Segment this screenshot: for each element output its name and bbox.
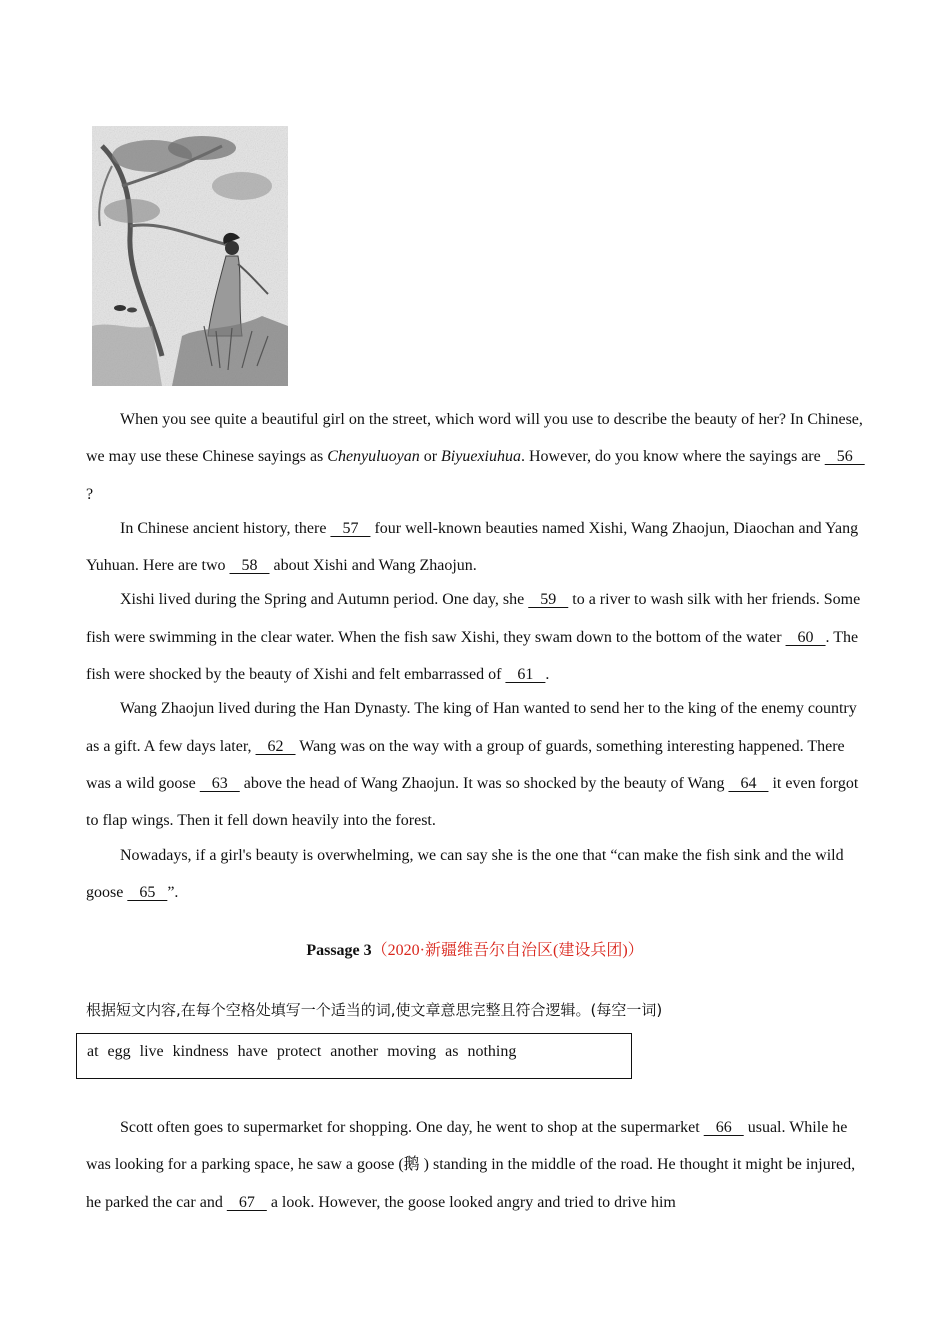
blank-56[interactable]: 56 <box>824 448 865 466</box>
paragraph <box>86 510 866 585</box>
paragraph-text: above the head of Wang Zhaojun. It was so shocked by the beauty of Wang <box>239 774 729 792</box>
italic-term: Biyuexiuhua <box>441 448 521 466</box>
paragraph-text: Wang was on the way with a group of guards, something interesting happened. There was a wild goose <box>86 737 845 792</box>
passage-3-title: Passage 3 <box>306 942 372 959</box>
passage-3-instruction: 根据短文内容,在每个空格处填写一个适当的词,使文章意思完整且符合逻辑。(每空一词) <box>86 1001 663 1019</box>
paragraph-text: usual. While he was looking for a parking space, he saw a goose (鹅 ) standing in the middle of the road. He thought it might be injured, he parked the car and <box>86 1119 856 1211</box>
word-bank-item: live <box>139 1043 164 1060</box>
word-bank-item: kindness <box>172 1043 229 1060</box>
paragraph <box>86 1109 866 1221</box>
paragraph-text: . However, do you know where the sayings are <box>521 448 825 466</box>
blank-62[interactable]: 62 <box>255 737 296 755</box>
paragraph <box>86 581 866 693</box>
paragraph-text: about Xishi and Wang Zhaojun. <box>269 557 477 575</box>
paragraph-text: four well-known beauties named Xishi, Wang Zhaojun, Diaochan and Yang Yuhuan. Here are two <box>86 519 859 575</box>
paragraph-text: In Chinese ancient history, there <box>120 519 331 537</box>
paragraph-text: Wang Zhaojun lived during the Han Dynasty. The king of Han wanted to send her to the king of the enemy country as a gift. A few days later, <box>86 700 857 755</box>
paragraph-text: . <box>545 666 550 684</box>
paragraph <box>86 837 866 912</box>
word-bank-item: moving <box>387 1043 437 1060</box>
paragraph-text: or <box>419 448 442 466</box>
passage-3-source: （2020·新疆维吾尔自治区(建设兵团)） <box>371 942 644 959</box>
passage-3-heading <box>0 940 950 962</box>
word-bank-item: as <box>445 1043 459 1060</box>
blank-61[interactable]: 61 <box>505 666 546 684</box>
word-bank-item: have <box>237 1043 268 1060</box>
blank-65[interactable]: 65 <box>127 883 168 901</box>
word-bank-item: egg <box>107 1043 131 1060</box>
passage-3-text <box>86 1109 866 1221</box>
blank-59[interactable]: 59 <box>528 591 569 609</box>
paragraph-text: When you see quite a beautiful girl on the street, which word will you use to describe the beauty of her? In Chinese, we may use these Chinese sayings as <box>86 411 863 466</box>
paragraph-text: a look. However, the goose looked angry and tried to drive him <box>266 1193 676 1211</box>
passage-2-text <box>86 401 866 911</box>
paragraph <box>86 690 866 839</box>
word-bank-item: another <box>330 1043 379 1060</box>
paragraph-text: Scott often goes to supermarket for shopping. One day, he went to shop at the supermarket <box>120 1119 704 1136</box>
paragraph-text: to a river to wash silk with her friends. Some fish were swimming in the clear water. When the fish saw Xishi, they swam down to the bottom of the water <box>86 591 861 646</box>
blank-67[interactable]: 67 <box>226 1193 267 1211</box>
blank-64[interactable]: 64 <box>728 774 769 792</box>
blank-63[interactable]: 63 <box>199 774 240 792</box>
ink-painting-illustration <box>92 126 288 386</box>
paragraph-text: Xishi lived during the Spring and Autumn period. One day, she <box>120 591 529 609</box>
italic-term: Chenyuluoyan <box>327 448 420 466</box>
word-bank-item: at <box>87 1043 99 1060</box>
paragraph-text: Nowadays, if a girl's beauty is overwhelming, we can say she is the one that “can make the fish sink and the wild goose <box>86 846 844 901</box>
blank-57[interactable]: 57 <box>330 519 371 537</box>
blank-60[interactable]: 60 <box>785 628 826 646</box>
word-bank <box>87 1043 516 1061</box>
blank-58[interactable]: 58 <box>229 557 270 575</box>
beauty-by-river-painting <box>92 126 288 386</box>
word-bank-box <box>76 1033 632 1079</box>
word-bank-item: nothing <box>467 1043 517 1060</box>
paragraph <box>86 401 866 513</box>
blank-66[interactable]: 66 <box>703 1119 744 1136</box>
paragraph-text: ? <box>86 485 94 503</box>
paragraph-text: ”. <box>167 883 179 901</box>
paragraph-text: . The fish were shocked by the beauty of Xishi and felt embarrassed of <box>86 628 859 684</box>
word-bank-item: protect <box>276 1043 322 1060</box>
paragraph-text: it even forgot to flap wings. Then it fell down heavily into the forest. <box>86 774 859 830</box>
